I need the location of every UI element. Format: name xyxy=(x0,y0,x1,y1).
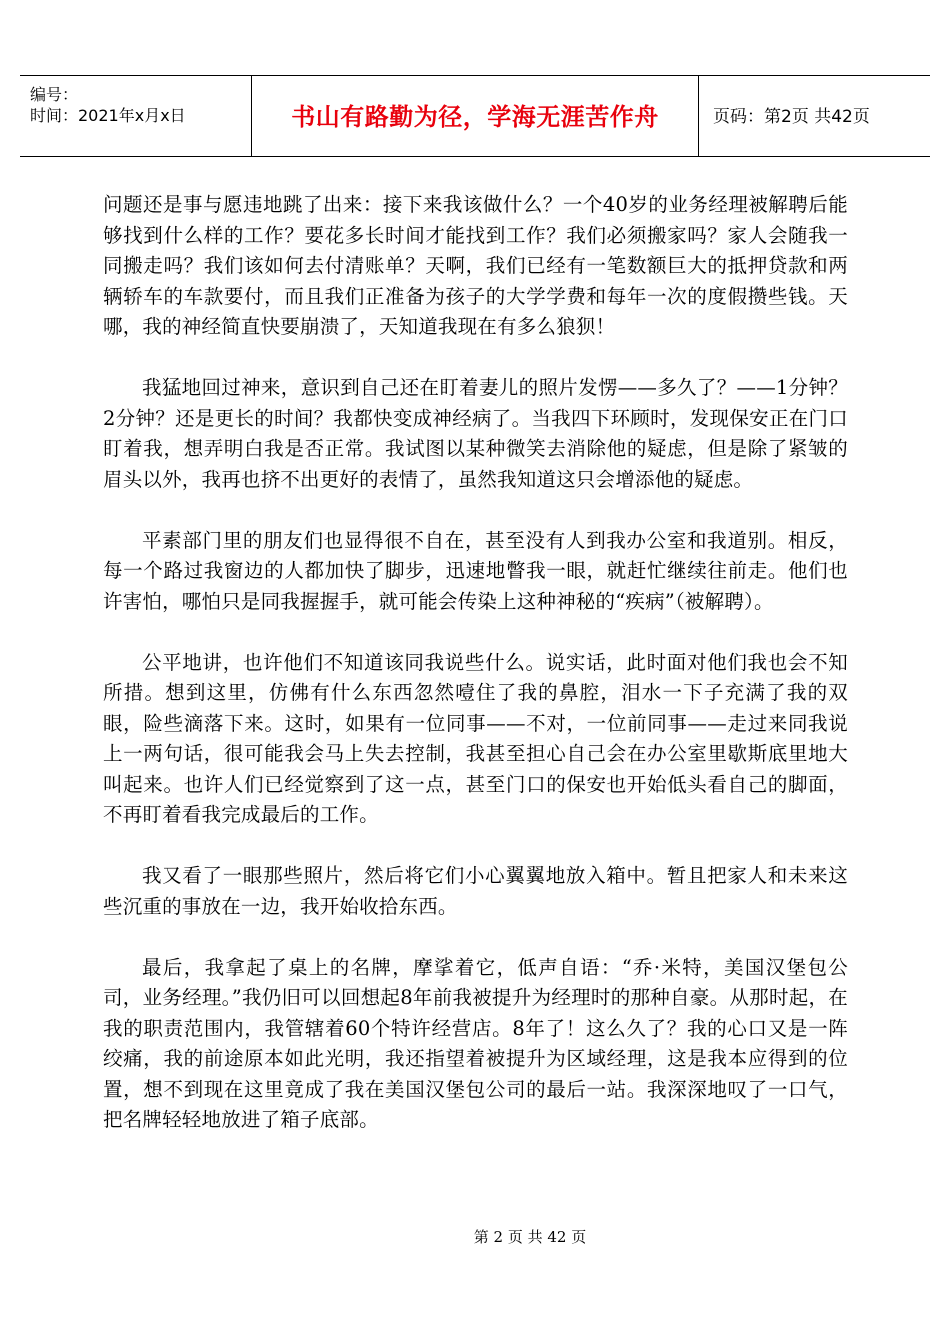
header-meta xyxy=(20,76,252,156)
header-motto: 书山有路勤为径，学海无涯苦作舟 xyxy=(252,76,699,156)
document-header xyxy=(20,75,930,157)
paragraph: 我猛地回过神来，意识到自己还在盯着妻儿的照片发愣——多久了？——1分钟？2分钟？还是更长的时间？我都快变成神经病了。当我四下环顾时，发现保安正在门口盯着我，想弄明白我是否正常。我试图以某种微笑去消除他的疑虑，但是除了紧皱的眉头以外，我再也挤不出更好的表情了，虽然我知道这只会增添他的疑虑。 xyxy=(103,376,848,491)
paragraph: 问题还是事与愿违地跳了出来：接下来我该做什么？一个40岁的业务经理被解聘后能够找到什么样的工作？要花多长时间才能找到工作？我们必须搬家吗？家人会随我一同搬走吗？我们该如何去付清账单？天啊，我们已经有一笔数额巨大的抵押贷款和两辆轿车的车款要付，而且我们正准备为孩子的大学学费和每年一次的度假攒些钱。天哪，我的神经简直快要崩溃了，天知道我现在有多么狼狈！ xyxy=(103,193,848,338)
document-code-label: 编号： xyxy=(30,85,79,104)
header-page-label: 页码：第2页 共42页 xyxy=(713,107,870,127)
document-time-label: 时间：2021年x月x日 xyxy=(30,106,186,125)
paragraph: 平素部门里的朋友们也显得很不自在，甚至没有人到我办公室和我道别。相反，每一个路过我窗边的人都加快了脚步，迅速地瞥我一眼，就赶忙继续往前走。他们也许害怕，哪怕只是同我握握手，就可能会传染上这种神秘的“疾病”（被解聘）。 xyxy=(103,528,848,613)
paragraph: 我又看了一眼那些照片，然后将它们小心翼翼地放入箱中。暂且把家人和未来这些沉重的事放在一边，我开始收拾东西。 xyxy=(103,864,848,918)
paragraph: 最后，我拿起了桌上的名牌，摩挲着它，低声自语：“乔·米特，美国汉堡包公司，业务经理。”我仍旧可以回想起8年前我被提升为经理时的那种自豪。从那时起，在我的职责范围内，我管辖着60个特许经营店。8年了！这么久了？我的心口又是一阵绞痛，我的前途原本如此光明，我还指望着被提升为区域经理，这是我本应得到的位置，想不到现在这里竟成了我在美国汉堡包公司的最后一站。我深深地叹了一口气，把名牌轻轻地放进了箱子底部。 xyxy=(103,955,848,1131)
paragraph: 公平地讲，也许他们不知道该同我说些什么。说实话，此时面对他们我也会不知所措。想到这里，仿佛有什么东西忽然噎住了我的鼻腔，泪水一下子充满了我的双眼，险些滴落下来。这时，如果有一位同事——不对，一位前同事——走过来同我说上一两句话，很可能我会马上失去控制，我甚至担心自己会在办公室里歇斯底里地大叫起来。也许人们已经觉察到了这一点，甚至门口的保安也开始低头看自己的脚面，不再盯着看我完成最后的工作。 xyxy=(103,650,848,826)
document-body xyxy=(103,190,848,1166)
page-footer: 第 2 页 共 42 页 xyxy=(473,1228,587,1246)
